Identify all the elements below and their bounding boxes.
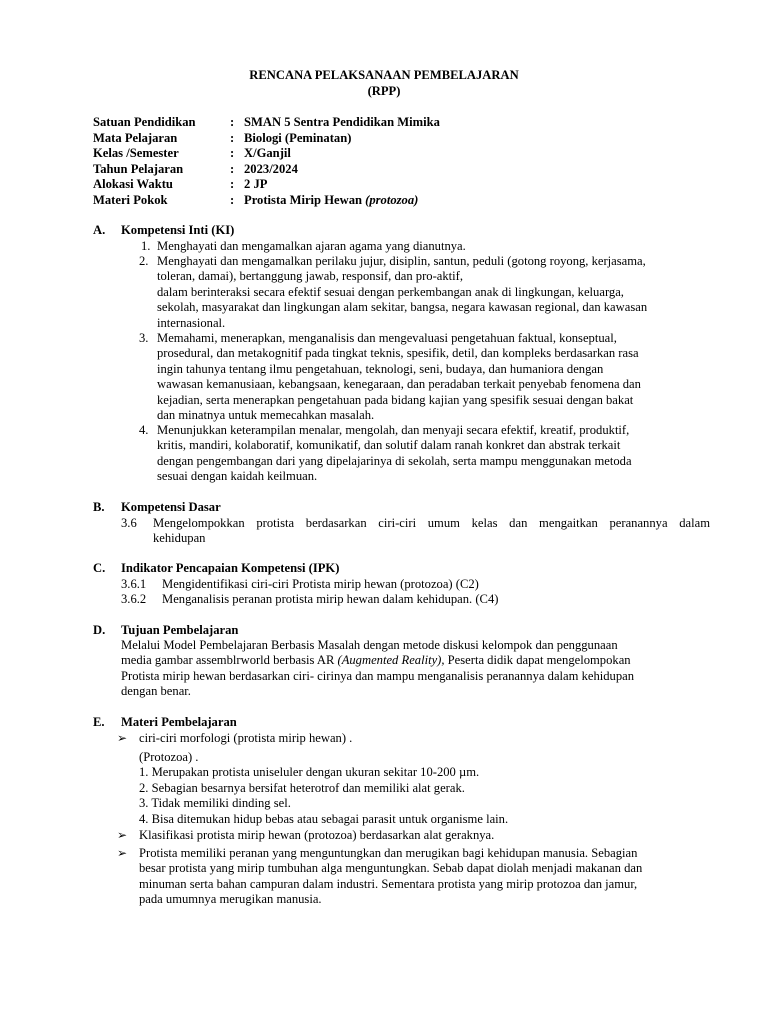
info-value: SMAN 5 Sentra Pendidikan Mimika (244, 115, 440, 129)
section-d-heading: Tujuan Pembelajaran (121, 623, 239, 637)
info-key: Materi Pokok (93, 192, 168, 207)
materi-bullet-1: ciri-ciri morfologi (protista mirip hewan) . (139, 731, 353, 745)
info-key: Satuan Pendidikan (93, 115, 196, 129)
info-sep: : (230, 130, 235, 145)
arrow-bullet-icon: ➢ (117, 828, 128, 842)
info-sep: : (230, 115, 235, 129)
section-d-letter: D. (93, 623, 106, 637)
section-e-letter: E. (93, 715, 105, 729)
ki-1-number: 1. (141, 239, 151, 253)
ipk-1-text: Mengidentifikasi ciri-ciri Protista mirip hewan (protozoa) (C2) (162, 577, 479, 591)
materi-sub-label: (Protozoa) . (139, 750, 199, 764)
ipk-2-number: 3.6.2 (121, 592, 147, 606)
ki-2-text: Menghayati dan mengamalkan perilaku jujur, disiplin, santun, peduli (gotong royong, kerjasama, toleran, damai), bertanggung jawab, responsif, dan pro-aktif, dalam berinteraksi secara efektif sesuai dengan perkembangan anak di lingkungan, keluarga, sekolah, masyarakat dan lingkungan alam sekitar, bangsa, negara kawasan regional, dan kawasan internasional. (157, 254, 648, 330)
materi-bullet-3: Protista memiliki peranan yang menguntungkan dan merugikan bagi kehidupan manusia. Sebagian besar protista yang mirip tumbuhan alga menguntungkan. Sebab dapat diolah menjadi makanan dan minuman serta bahan campuran dalam industri. Sementara protista yang mirip protozoa dan jamur, pada umumnya merugikan manusia. (139, 846, 643, 907)
section-b-letter: B. (93, 500, 105, 514)
info-key: Tahun Pelajaran (93, 161, 184, 176)
info-sep: : (230, 177, 235, 191)
ki-1-text: Menghayati dan mengamalkan ajaran agama yang dianutnya. (157, 239, 466, 253)
info-sep: : (230, 161, 235, 176)
ipk-1-number: 3.6.1 (121, 577, 147, 591)
section-b-heading: Kompetensi Dasar (121, 500, 221, 514)
materi-sub-item: 3. Tidak memiliki dinding sel. (139, 796, 291, 811)
arrow-bullet-icon: ➢ (117, 846, 128, 860)
info-row-satuan (93, 115, 693, 131)
kd-number: 3.6 (121, 516, 137, 530)
section-c-heading: Indikator Pencapaian Kompetensi (IPK) (121, 561, 340, 575)
info-row-alokasi (93, 177, 693, 193)
info-row-tahun (93, 162, 693, 178)
document-subtitle: (RPP) (367, 84, 401, 98)
info-sep: : (230, 146, 235, 160)
kd-text-line2: kehidupan (153, 531, 206, 545)
info-row-kelas (93, 146, 693, 162)
materi-sub-item: 1. Merupakan protista uniseluler dengan ukuran sekitar 10-200 µm. (139, 765, 480, 780)
info-key: Kelas /Semester (93, 146, 179, 160)
ki-3-number: 3. (139, 331, 149, 345)
section-e-heading: Materi Pembelajaran (121, 715, 237, 729)
info-row-materi (93, 193, 693, 209)
document-title: RENCANA PELAKSANAAN PEMBELAJARAN (249, 68, 519, 82)
info-value: 2 JP (244, 177, 268, 191)
ki-4-number: 4. (139, 423, 149, 437)
info-value: X/Ganjil (244, 146, 291, 160)
arrow-bullet-icon: ➢ (117, 731, 128, 745)
info-key: Mata Pelajaran (93, 130, 178, 145)
info-value: Protista Mirip Hewan (protozoa) (244, 192, 419, 207)
info-sep: : (230, 192, 235, 207)
ki-3-text: Memahami, menerapkan, menganalisis dan mengevaluasi pengetahuan faktual, konseptual, prosedural, dan metakognitif pada tingkat teknis, spesifik, detil, dan kompleks berdasarkan rasa ingin tahunya tentang ilmu pengetahuan, teknologi, seni, budaya, dan humaniora dengan wawasan kemanusiaan, kebangsaan, kenegaraan, dan peradaban terkait penyebab fenomena dan kejadian, serta menerapkan pengetahuan pada bidang kajian yang spesifik sesuai dengan bakat dan minatnya untuk memecahkan masalah. (157, 331, 641, 422)
ki-4-text: Menunjukkan keterampilan menalar, mengolah, dan menyaji secara efektif, kreatif, produktif, kritis, mandiri, kolaboratif, komunikatif, dan solutif dalam ranah konkret dan abstrak terkait dengan pengembangan dari yang dipelajarinya di sekolah, serta mampu menggunakan metoda sesuai dengan kaidah keilmuan. (157, 423, 632, 484)
section-a-letter: A. (93, 223, 106, 237)
info-value: 2023/2024 (244, 161, 298, 176)
ki-2-number: 2. (139, 254, 149, 268)
info-row-mapel (93, 131, 693, 147)
materi-sub-item: 4. Bisa ditemukan hidup bebas atau sebagai parasit untuk organisme lain. (139, 811, 509, 826)
section-c-letter: C. (93, 561, 106, 575)
info-key: Alokasi Waktu (93, 177, 173, 191)
materi-sublist (139, 750, 508, 827)
materi-bullet-2: Klasifikasi protista mirip hewan (protozoa) berdasarkan alat geraknya. (139, 828, 495, 842)
materi-sub-item: 2. Sebagian besarnya bersifat heterotrof dan memiliki alat gerak. (139, 780, 465, 795)
section-a-heading: Kompetensi Inti (KI) (121, 223, 235, 237)
kd-text-line1: Mengelompokkan protista berdasarkan ciri-ciri umum kelas dan mengaitkan peranannya dalam (153, 516, 710, 530)
info-value: Biologi (Peminatan) (244, 130, 352, 145)
tujuan-paragraph: Melalui Model Pembelajaran Berbasis Masalah dengan metode diskusi kelompok dan penggunaan media gambar assemblrworld berbasis AR (Augmented Reality), Peserta didik dapat mengelompokan Protista mirip hewan berdasarkan ciri- cirinya dan mampu menganalisis peranannya dalam kehidupan dengan benar. (121, 638, 635, 699)
ipk-2-text: Menganalisis peranan protista mirip hewan dalam kehidupan. (C4) (162, 592, 499, 606)
